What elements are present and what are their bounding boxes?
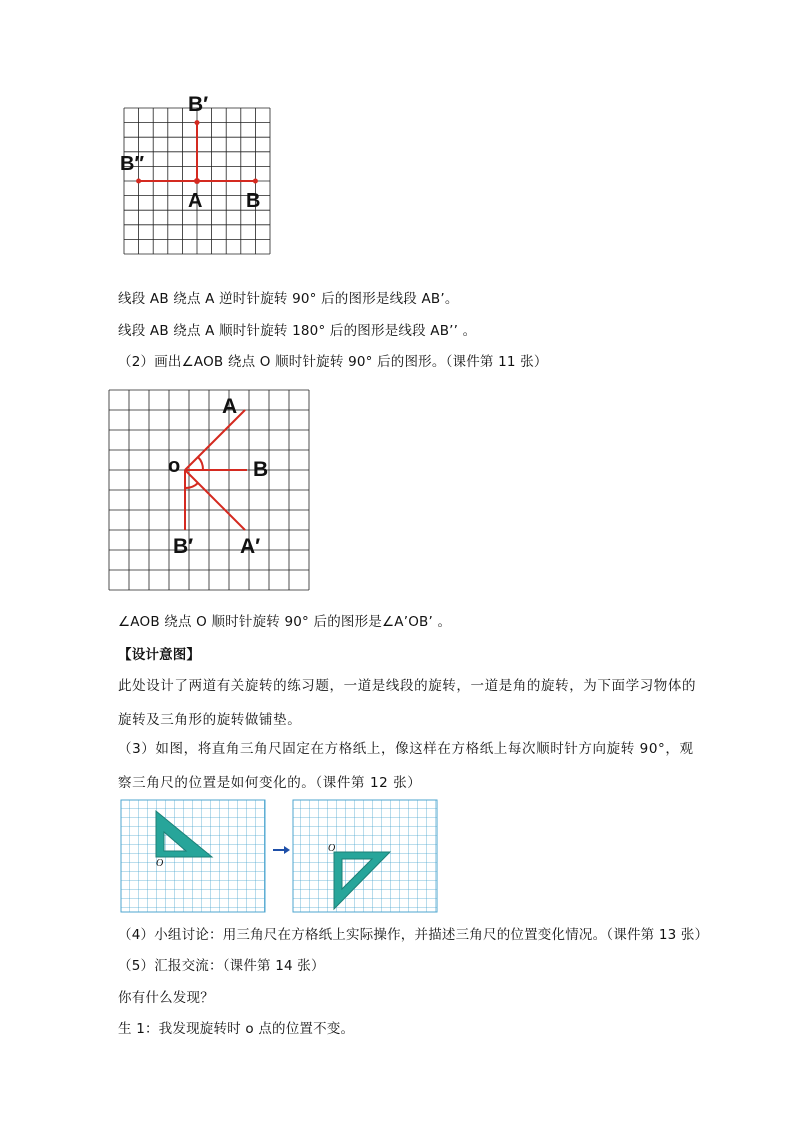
- figure-triangle-rotation: [120, 799, 440, 915]
- label-o-right: O: [328, 843, 336, 854]
- text-line-3: （2）画出∠AOB 绕点 O 顺时针旋转 90° 后的图形。（课件第 11 张）: [118, 354, 548, 370]
- text-line-7: 你有什么发现？: [118, 990, 214, 1006]
- text-line-6: （5）汇报交流：（课件第 14 张）: [118, 958, 325, 974]
- label-a: A: [188, 190, 203, 212]
- paragraph-question-3: （3）如图，将直角三角尺固定在方格纸上，像这样在方格纸上每次顺时针方向旋转 90°，观察三角尺的位置是如何变化的。（课件第 12 张）: [118, 741, 694, 791]
- paragraph-design-intent: 此处设计了两道有关旋转的练习题，一道是线段的旋转，一道是角的旋转，为下面学习物体的旋转及三角形的旋转做铺垫。: [118, 678, 697, 728]
- angle-lines: [185, 410, 247, 530]
- point-b-prime: [195, 120, 200, 125]
- label-b-double-prime: B′′: [120, 153, 145, 175]
- label-b: B: [253, 458, 269, 481]
- angle-arc-top: [198, 457, 203, 470]
- point-b: [253, 179, 258, 184]
- angle-arc-bottom: [185, 483, 198, 488]
- text-line-2: 线段 AB 绕点 A 顺时针旋转 180° 后的图形是线段 AB’’ 。: [118, 323, 477, 339]
- figure-angle-rotation: [107, 388, 311, 592]
- grid: [109, 390, 309, 590]
- label-b-prime: B′: [188, 93, 209, 116]
- text-line-4: ∠AOB 绕点 O 顺时针旋转 90° 后的图形是∠A’OB’ 。: [118, 614, 452, 630]
- label-b-prime: B′: [173, 535, 194, 558]
- label-a-prime: A′: [240, 535, 261, 558]
- figure-segment-rotation: [124, 108, 274, 258]
- right-arrow-icon: [273, 846, 290, 854]
- text-line-8: 生 1：我发现旋转时 o 点的位置不变。: [118, 1021, 355, 1037]
- point-a: [194, 178, 200, 184]
- text-line-5: （4）小组讨论：用三角尺在方格纸上实际操作，并描述三角尺的位置变化情况。（课件第 13 张）: [118, 927, 709, 943]
- point-b-double-prime: [136, 179, 141, 184]
- label-o: o: [168, 455, 181, 477]
- section-heading: 【设计意图】: [118, 647, 201, 663]
- label-a: A: [222, 395, 238, 418]
- label-b: B: [246, 190, 261, 212]
- label-o-left: O: [156, 858, 164, 869]
- text-line-1: 线段 AB 绕点 A 逆时针旋转 90° 后的图形是线段 AB’。: [118, 291, 459, 307]
